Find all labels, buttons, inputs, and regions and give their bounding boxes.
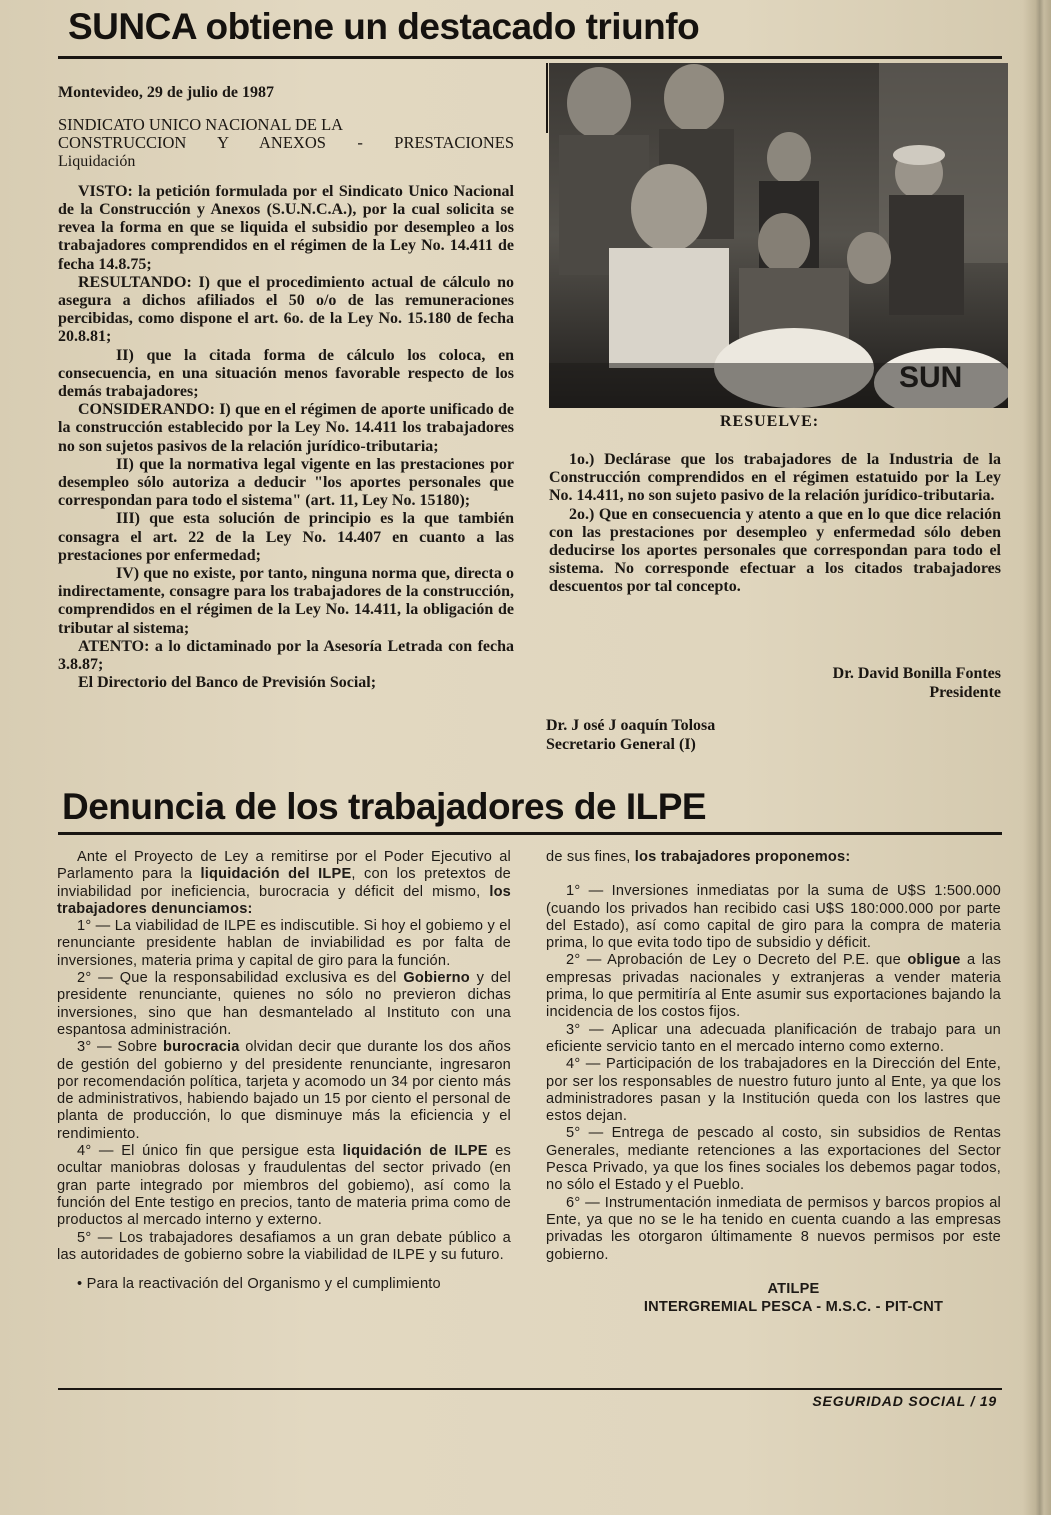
footer-page-label: SEGURIDAD SOCIAL / 19 [812, 1393, 997, 1409]
article1-org-line2: CONSTRUCCION Y ANEXOS - PRESTACIONES [58, 133, 514, 153]
article1-atento: ATENTO: a lo dictaminado por la Asesoría Letrada con fecha 3.8.87; [58, 637, 514, 674]
signer1 [833, 664, 1001, 702]
proposal-2-b: obligue [907, 952, 961, 969]
resuelve-label: RESUELVE: [720, 413, 820, 430]
page-edge [1023, 0, 1051, 1515]
article2-point-2-b: Gobierno [403, 970, 470, 987]
article1-directorio: El Directorio del Banco de Previsión Social; [78, 674, 377, 692]
proposal-1: 1° — Inversiones inmediatas por la suma de U$S 1:500.000 (cuando los privados han recibido casi U$S 180:000.000 por parte del Estado), así como capital de giro para la compra de materia prima, lo que evita todo tipo de subsidio y déficit. [546, 883, 1001, 952]
article2-point-2-c: y del presidente renunciante, quienes no sólo no previeron dichas inversiones, sino que han desmantelado al Instituto con una espantosa administración. [57, 970, 511, 1038]
article2-right-intro-b: los trabajadores proponemos: [634, 849, 851, 865]
article1-dateline: Montevideo, 29 de julio de 1987 [58, 84, 274, 101]
article2-point-4-b: liquidación de ILPE [342, 1143, 488, 1160]
article1-considerando-2: II) que la normativa legal vigente en las prestaciones por desempleo sólo autoriza a deducir "los aportes personales que correspondan para todo el sistema" (art. 11, Ley No. 15180); [58, 455, 514, 510]
photo-helmet-text: SUN [899, 361, 963, 394]
article1-visto: VISTO: la petición formulada por el Sindicato Unico Nacional de la Construcción y Anexos (S.U.N.C.A.), por la cual solicita se revea la forma en que se liquida el subsidio por desempleo a los trabajadores comprendidos en el régimen de la Ley No. 14.411 de fecha 14.8.75; [58, 182, 514, 273]
article2-intro-d: los trabajadores denunciamos: [57, 883, 511, 917]
proposal-4: 4° — Participación de los trabajadores en la Dirección del Ente, por ser los responsables de nuestro futuro junto al Ente, ya que los administradores pasan y la Institución queda con los lastres que estos dejan. [546, 1056, 1001, 1125]
article1-right-column [549, 451, 1001, 597]
article2-footnote: • Para la reactivación del Organismo y el cumplimiento [77, 1276, 441, 1293]
article2-intro [57, 849, 511, 918]
article1-org-line1: SINDICATO UNICO NACIONAL DE LA [58, 115, 344, 135]
signer1-title: Presidente [929, 684, 1001, 701]
proposal-2-a: 2° — Aprobación de Ley o Decreto del P.E. que [566, 952, 908, 969]
photo-side-rule [546, 63, 548, 133]
article2-point-2-a: 2° — Que la responsabilidad exclusiva es del [77, 970, 404, 987]
signer2 [546, 716, 715, 754]
signer1-name: Dr. David Bonilla Fontes [832, 665, 1001, 682]
footer-rule [58, 1388, 1002, 1390]
article2-intro-c: , con los pretextos de inviabilidad por ineficiencia, burocracia y déficit del mismo, [57, 866, 511, 900]
article2-intro-a: Ante el Proyecto de Ley a remitirse por el Poder Ejecutivo al Parlamento para la [57, 849, 511, 883]
article2-headline-rule [58, 832, 1002, 835]
article1-considerando-4: IV) que no existe, por tanto, ninguna norma que, directa o indirectamente, consagre para los trabajadores de la construcción, comprendidos en el régimen de la Ley No. 14.411, la obligación de tributar al sistema; [58, 565, 514, 637]
article2-point-5: 5° — Los trabajadores desafiamos a un gran debate público a las autoridades de gobierno sobre la viabilidad de ILPE y su futuro. [57, 1229, 511, 1263]
resolution-1: 1o.) Declárase que los trabajadores de la Industria de la Construcción comprendidos en el régimen estatuido por la Ley No. 14.411, no son sujeto pasivo de la relación jurídico-tributaria. [549, 451, 1001, 505]
proposal-6: 6° — Instrumentación inmediata de permisos y barcos propios al Ente, ya que no se le ha tenido en cuenta cuando a las empresas privadas les otorgaron últimamente 8 nuevos permisos por este gobierno. [546, 1194, 1001, 1263]
article2-sign-atilpe: ATILPE [767, 1280, 820, 1297]
article2-point-3 [57, 1039, 511, 1143]
article1-headline-rule [58, 56, 1002, 59]
article2-sign-intergremial: INTERGREMIAL PESCA - M.S.C. - PIT-CNT [643, 1298, 944, 1315]
article2-headline: Denuncia de los trabajadores de ILPE [62, 786, 707, 827]
article1-considerando-1: CONSIDERANDO: I) que en el régimen de aporte unificado de la construcción establecido por la Ley No. 14.411 los trabajadores no son sujetos pasivos de la relación jurídico-tributaria; [58, 401, 514, 455]
article1-resultando-1: RESULTANDO: I) que el procedimiento actual de cálculo no asegura a dichos afiliados el 50 o/o de las remuneraciones percibidas, como dispone el art. 6o. de la Ley No. 15.180 de fecha 20.8.81; [58, 273, 514, 346]
proposal-2 [546, 952, 1001, 1021]
signer2-title: Secretario General (I) [546, 736, 696, 753]
proposal-3: 3° — Aplicar una adecuada planificación de trabajo para un eficiente servicio tanto en el mercado interno como externo. [546, 1021, 1001, 1055]
article2-point-3-a: 3° — Sobre [77, 1039, 163, 1056]
workers-photo-image [549, 63, 1008, 408]
article1-resultando-2: II) que la citada forma de cálculo los coloca, en consecuencia, en una situación menos favorable respecto de los demás trabajadores; [58, 346, 514, 401]
article2-point-4-a: 4° — El único fin que persigue esta [77, 1143, 343, 1160]
article2-point-4 [57, 1143, 511, 1229]
article2-right-intro [546, 849, 1001, 866]
article2-intro-b: liquidación del ILPE [200, 866, 352, 883]
article1-left-column [58, 84, 514, 693]
resolution-2: 2o.) Que en consecuencia y atento a que en lo que dice relación con las prestaciones por desempleo y enfermedad sólo deben deducirse los aportes personales que correspondan para todo el sistema. No corresponde efectuar a los citados trabajadores descuentos por tal concepto. [549, 505, 1001, 596]
article2-left-column [57, 849, 511, 1293]
article2-point-3-b: burocracia [162, 1039, 240, 1056]
workers-photo [549, 63, 1008, 408]
article2-point-2 [57, 970, 511, 1039]
signer2-name: Dr. J osé J oaquín Tolosa [546, 717, 716, 734]
article2-point-1: 1° — La viabilidad de ILPE es indiscutible. Si hoy el gobiemo y el renunciante presidente hablan de inviabilidad es por falta de inversiones, materia prima y capital de giro para la función. [57, 918, 511, 969]
proposal-2-c: a las empresas privadas nacionales y extranjeras a vender materia prima, lo que permitiría al Ente asumir sus exportaciones bajando la incidencia de los costos fijos. [546, 952, 1001, 1021]
article2-signature [546, 1280, 1001, 1316]
article1-org-line3: Liquidación [58, 152, 136, 170]
article1-considerando-3: III) que esta solución de principio es la que también consagra el art. 22 de la Ley No. 14.407 en cuanto a las prestaciones por enfermedad; [58, 510, 514, 564]
article2-right-intro-a: de sus fines, [546, 849, 635, 865]
article2-point-3-c: olvidan decir que durante los dos años de gestión del gobierno y del presidente renunciante, ingresaron por recomendación política, tarjeta y acomodo un 34 por ciento más de administrativos, habiendo bajado un 15 por ciento el personal de planta de producción, lo que disminuye más la eficiencia y el rendimiento. [57, 1039, 511, 1142]
article2-right-column [546, 849, 1001, 1316]
article1-headline: SUNCA obtiene un destacado triunfo [68, 6, 700, 47]
proposal-5: 5° — Entrega de pescado al costo, sin subsidios de Rentas Generales, mediante retenciones a las exportaciones del Sector Pesca Privado, ya que los fines sociales los debemos pagar todos, no sólo el Estado y el Pueblo. [546, 1125, 1001, 1194]
article2-point-4-c: es ocultar maniobras dolosas y fraudulentas del sector privado (en gran parte integrado por miembros del gobiemo), así como la función del Ente testigo en precios, tanto de materia prima como de productos al mercado interno y externo. [57, 1143, 512, 1229]
